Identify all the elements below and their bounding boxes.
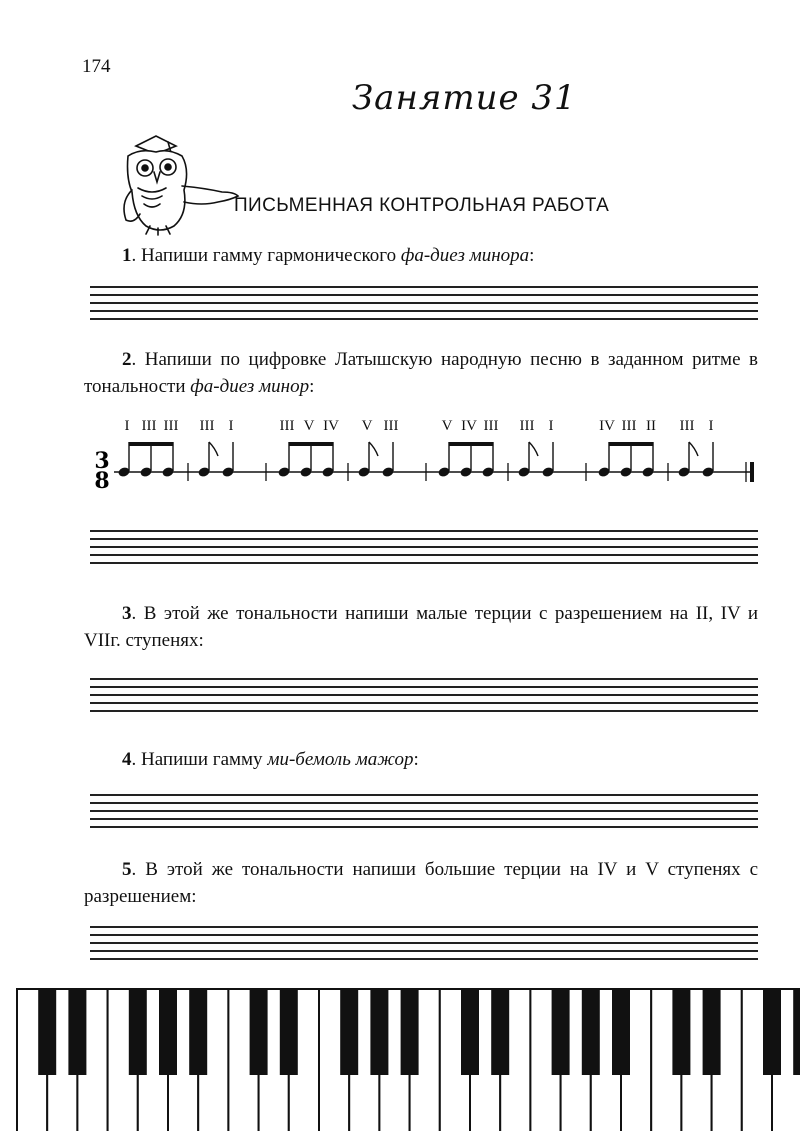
- black-key: [491, 989, 509, 1075]
- task-number: 2: [122, 349, 132, 370]
- task-text: Напиши гамму гармонического: [141, 245, 401, 266]
- black-key: [552, 989, 570, 1075]
- degree-numeral: I: [548, 418, 554, 434]
- degree-numeral: I: [228, 418, 234, 434]
- black-key: [793, 989, 800, 1075]
- degree-numeral: III: [279, 418, 295, 434]
- black-key: [38, 989, 56, 1075]
- degree-numeral: IV: [461, 418, 477, 434]
- black-key: [68, 989, 86, 1075]
- task-key: фа-диез минор: [190, 376, 310, 397]
- answer-staff-4[interactable]: [90, 794, 758, 830]
- task-key: ми-бемоль мажор: [267, 749, 414, 770]
- time-signature-bottom: 8: [94, 468, 110, 494]
- black-key: [189, 989, 207, 1075]
- answer-staff-3[interactable]: [90, 678, 758, 714]
- eighth-flag: [369, 442, 378, 456]
- final-barline-thick: [750, 462, 754, 482]
- degree-numeral: I: [124, 418, 130, 434]
- task-2: 2. Напиши по цифровке Латышскую народную песню в заданном ритме в тональности фа-диез минор:: [84, 349, 758, 397]
- task-text: Напиши по цифровке Латышскую народную песню в заданном ритме в тональности: [84, 349, 758, 397]
- rhythm-notation: [90, 412, 770, 492]
- lesson-title: Занятие 31: [352, 78, 577, 118]
- black-key: [250, 989, 268, 1075]
- degree-numeral: III: [483, 418, 499, 434]
- task-1: 1. Напиши гамму гармонического фа-диез минора:: [122, 245, 535, 266]
- task-text: Напиши гамму: [141, 749, 268, 770]
- degree-numeral: V: [441, 418, 453, 434]
- black-key: [672, 989, 690, 1075]
- eighth-flag: [209, 442, 218, 456]
- section-title: ПИСЬМЕННАЯ КОНТРОЛЬНАЯ РАБОТА: [234, 195, 610, 216]
- degree-numeral: V: [303, 418, 315, 434]
- task-number: 4: [122, 749, 132, 770]
- time-signature-top: 3: [94, 448, 110, 474]
- task-4: 4. Напиши гамму ми-бемоль мажор:: [122, 749, 419, 770]
- black-key: [159, 989, 177, 1075]
- eighth-flag: [689, 442, 698, 456]
- owl-teacher-icon: [112, 130, 242, 236]
- beam: [289, 442, 333, 446]
- rhythm-line: [90, 412, 770, 492]
- piano-keyboard-illustration: [16, 988, 800, 1131]
- task-text: В этой же тональности напиши большие терции на IV и V ступенях с разрешением:: [84, 859, 758, 907]
- black-key: [582, 989, 600, 1075]
- task-number: 5: [122, 859, 132, 880]
- black-key: [612, 989, 630, 1075]
- black-key: [129, 989, 147, 1075]
- degree-numeral: V: [361, 418, 373, 434]
- degree-numeral: III: [519, 418, 535, 434]
- task-text: В этой же тональности напиши малые терции с разрешением на II, IV и VIIг. ступенях:: [84, 603, 759, 651]
- page-number: 174: [82, 56, 111, 77]
- task-3: 3. В этой же тональности напиши малые терции с разрешением на II, IV и VIIг. ступенях:: [84, 603, 759, 651]
- degree-numeral: III: [679, 418, 695, 434]
- task-key: фа-диез минора: [400, 245, 530, 266]
- black-key: [763, 989, 781, 1075]
- beam: [129, 442, 173, 446]
- black-key: [340, 989, 358, 1075]
- degree-numeral: III: [163, 418, 179, 434]
- degree-numeral: II: [646, 418, 656, 434]
- black-key: [370, 989, 388, 1075]
- black-key: [401, 989, 419, 1075]
- degree-numeral: I: [708, 418, 714, 434]
- task-number: 3: [122, 603, 132, 624]
- degree-numeral: III: [141, 418, 157, 434]
- beam: [449, 442, 493, 446]
- degree-numeral: III: [383, 418, 399, 434]
- answer-staff-2[interactable]: [90, 530, 758, 566]
- beam: [609, 442, 653, 446]
- answer-staff-1[interactable]: [90, 286, 758, 322]
- degree-numeral: III: [621, 418, 637, 434]
- black-key: [461, 989, 479, 1075]
- degree-numeral: IV: [599, 418, 615, 434]
- task-5: 5. В этой же тональности напиши большие терции на IV и V ступенях с разрешением:: [84, 859, 758, 907]
- degree-numeral: IV: [323, 418, 339, 434]
- black-key: [703, 989, 721, 1075]
- answer-staff-5[interactable]: [90, 926, 758, 962]
- eighth-flag: [529, 442, 538, 456]
- degree-numeral: III: [199, 418, 215, 434]
- task-number: 1: [122, 245, 132, 266]
- black-key: [280, 989, 298, 1075]
